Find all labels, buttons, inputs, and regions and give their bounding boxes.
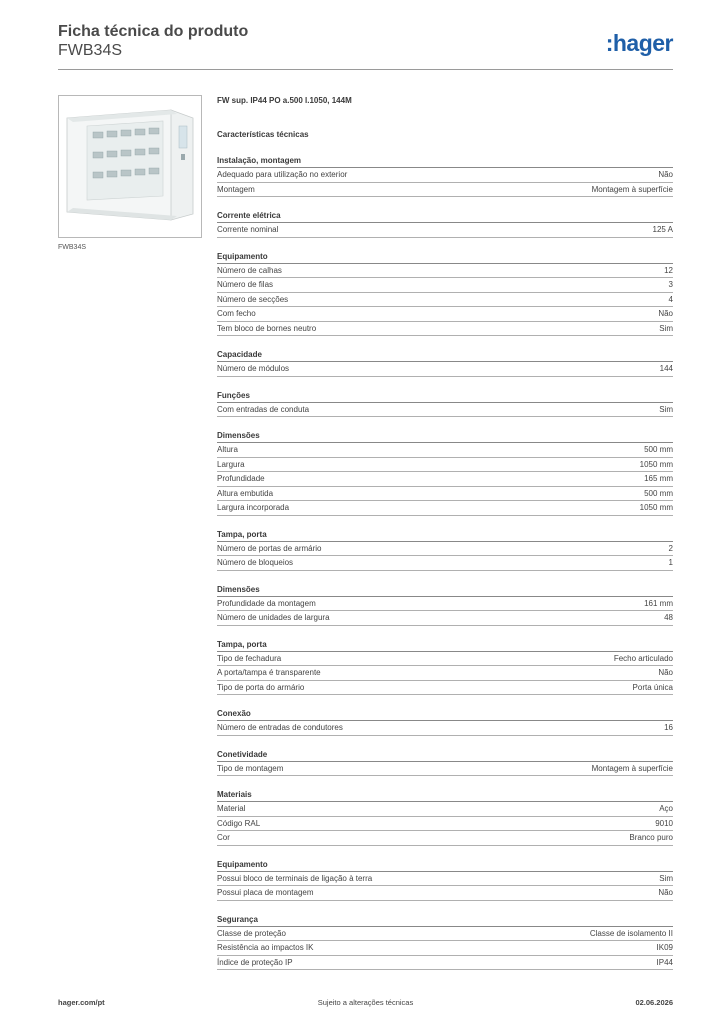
spec-value: 125 A: [652, 225, 673, 234]
spec-section: [217, 209, 673, 238]
spec-label: A porta/tampa é transparente: [217, 668, 321, 677]
spec-row: [217, 556, 673, 571]
spec-label: Corrente nominal: [217, 225, 279, 234]
spec-label: Número de filas: [217, 280, 274, 289]
spec-section: [217, 788, 673, 846]
section-title: Segurança: [217, 913, 673, 927]
spec-row: [217, 611, 673, 626]
spec-section: [217, 748, 673, 777]
spec-section: [217, 429, 673, 516]
section-title: Dimensões: [217, 583, 673, 597]
specs-heading: Características técnicas: [217, 130, 309, 139]
spec-row: [217, 264, 673, 279]
spec-row: [217, 721, 673, 736]
spec-label: Código RAL: [217, 818, 261, 828]
spec-row: [217, 831, 673, 846]
spec-value: 3: [668, 280, 673, 289]
spec-section: [217, 707, 673, 736]
section-title: Equipamento: [217, 858, 673, 872]
spec-label: Número de entradas de condutores: [217, 723, 343, 732]
spec-label: Número de módulos: [217, 364, 290, 373]
spec-row: [217, 652, 673, 667]
spec-row: [217, 941, 673, 956]
section-title: Conexão: [217, 707, 673, 721]
spec-row: [217, 403, 673, 418]
spec-label: Número de secções: [217, 294, 289, 304]
section-title: Tampa, porta: [217, 638, 673, 652]
spec-row: [217, 872, 673, 887]
spec-value: Montagem à superfície: [591, 763, 673, 773]
spec-value: 9010: [655, 818, 673, 828]
product-description: FW sup. IP44 PO a.500 l.1050, 144M: [217, 96, 352, 105]
spec-section: [217, 250, 673, 337]
spec-label: Altura: [217, 445, 238, 454]
image-caption: FWB34S: [58, 244, 87, 251]
spec-value: IP44: [656, 957, 673, 967]
spec-sections: [217, 154, 673, 970]
spec-row: [217, 223, 673, 238]
hager-logo: :hager: [605, 30, 673, 56]
spec-label: Com fecho: [217, 309, 256, 318]
spec-label: Material: [217, 804, 246, 813]
spec-value: 48: [664, 613, 673, 622]
section-title: Equipamento: [217, 250, 673, 264]
section-title: Instalação, montagem: [217, 154, 673, 168]
section-title: Dimensões: [217, 429, 673, 443]
spec-row: [217, 362, 673, 377]
spec-value: IK09: [656, 943, 673, 952]
spec-label: Altura embutida: [217, 488, 274, 498]
section-title: Conetividade: [217, 748, 673, 762]
spec-value: 500 mm: [644, 445, 673, 454]
spec-table: [217, 96, 673, 970]
spec-value: 16: [664, 723, 673, 732]
spec-value: 1: [668, 558, 673, 567]
spec-row: [217, 597, 673, 612]
spec-label: Profundidade da montagem: [217, 598, 316, 608]
spec-value: Sim: [659, 323, 673, 333]
spec-value: Não: [658, 668, 673, 677]
spec-label: Largura: [217, 459, 245, 469]
spec-row: [217, 443, 673, 458]
spec-label: Índice de proteção IP: [217, 957, 293, 967]
spec-row: [217, 762, 673, 777]
spec-value: Fecho articulado: [613, 653, 673, 663]
spec-section: [217, 583, 673, 626]
enclosure-illustration-icon: [59, 96, 201, 237]
spec-label: Possui placa de montagem: [217, 888, 314, 897]
spec-row: [217, 307, 673, 322]
spec-section: [217, 389, 673, 418]
spec-section: [217, 858, 673, 901]
spec-value: Não: [658, 170, 673, 179]
footer-website-link[interactable]: hager.com/pt: [58, 998, 105, 1007]
spec-label: Classe de proteção: [217, 928, 286, 938]
spec-label: Cor: [217, 833, 230, 842]
spec-row: [217, 542, 673, 557]
spec-row: [217, 322, 673, 337]
document-title: Ficha técnica do produto: [58, 23, 249, 40]
spec-value: 144: [659, 364, 673, 373]
spec-label: Tipo de porta do armário: [217, 682, 305, 692]
spec-section: [217, 638, 673, 696]
spec-label: Número de bloqueios: [217, 558, 294, 567]
spec-label: Montagem: [217, 184, 255, 194]
page-header: [58, 22, 673, 70]
section-title: Materiais: [217, 788, 673, 802]
section-title: Corrente elétrica: [217, 209, 673, 223]
spec-row: [217, 293, 673, 308]
spec-label: Número de unidades de largura: [217, 613, 330, 622]
spec-row: [217, 886, 673, 901]
spec-row: [217, 501, 673, 516]
spec-section: [217, 913, 673, 971]
spec-row: [217, 183, 673, 198]
section-title: Tampa, porta: [217, 528, 673, 542]
spec-row: [217, 802, 673, 817]
spec-value: 165 mm: [644, 474, 673, 483]
spec-value: 500 mm: [644, 488, 673, 498]
product-code: FWB34S: [58, 42, 123, 59]
spec-label: Resistência ao impactos IK: [217, 943, 314, 952]
section-title: Funções: [217, 389, 673, 403]
spec-value: 1050 mm: [639, 503, 673, 512]
footer-date: 02.06.2026: [635, 998, 673, 1007]
spec-row: [217, 927, 673, 942]
spec-row: [217, 681, 673, 696]
spec-row: [217, 956, 673, 971]
spec-section: [217, 528, 673, 571]
spec-value: Não: [658, 309, 673, 318]
spec-label: Número de calhas: [217, 265, 282, 275]
spec-label: Com entradas de conduta: [217, 404, 310, 414]
spec-label: Número de portas de armário: [217, 543, 322, 553]
spec-row: [217, 168, 673, 183]
spec-label: Profundidade: [217, 474, 265, 483]
spec-value: 1050 mm: [639, 459, 673, 469]
spec-section: [217, 348, 673, 377]
spec-value: Aço: [659, 804, 673, 813]
spec-row: [217, 666, 673, 681]
spec-row: [217, 278, 673, 293]
product-image: [58, 95, 202, 238]
spec-label: Tipo de fechadura: [217, 653, 282, 663]
spec-value: 12: [664, 265, 673, 275]
spec-row: [217, 487, 673, 502]
spec-value: Montagem à superfície: [591, 184, 673, 194]
spec-label: Possui bloco de terminais de ligação à terra: [217, 873, 373, 883]
spec-value: 4: [668, 294, 673, 304]
header-divider: [58, 69, 673, 70]
spec-row: [217, 458, 673, 473]
spec-label: Largura incorporada: [217, 503, 290, 512]
section-title: Capacidade: [217, 348, 673, 362]
footer-notice: Sujeito a alterações técnicas: [317, 998, 414, 1007]
spec-label: Tipo de montagem: [217, 763, 284, 773]
spec-row: [217, 472, 673, 487]
spec-value: Não: [658, 888, 673, 897]
spec-value: Classe de isolamento II: [589, 928, 673, 938]
spec-label: Tem bloco de bornes neutro: [217, 323, 317, 333]
spec-label: Adequado para utilização no exterior: [217, 170, 348, 179]
spec-section: [217, 154, 673, 197]
spec-value: Porta única: [632, 682, 673, 692]
spec-value: 161 mm: [644, 598, 673, 608]
spec-value: Sim: [659, 404, 673, 414]
spec-value: Branco puro: [629, 833, 673, 842]
spec-value: 2: [668, 543, 673, 553]
spec-row: [217, 817, 673, 832]
spec-value: Sim: [659, 873, 673, 883]
